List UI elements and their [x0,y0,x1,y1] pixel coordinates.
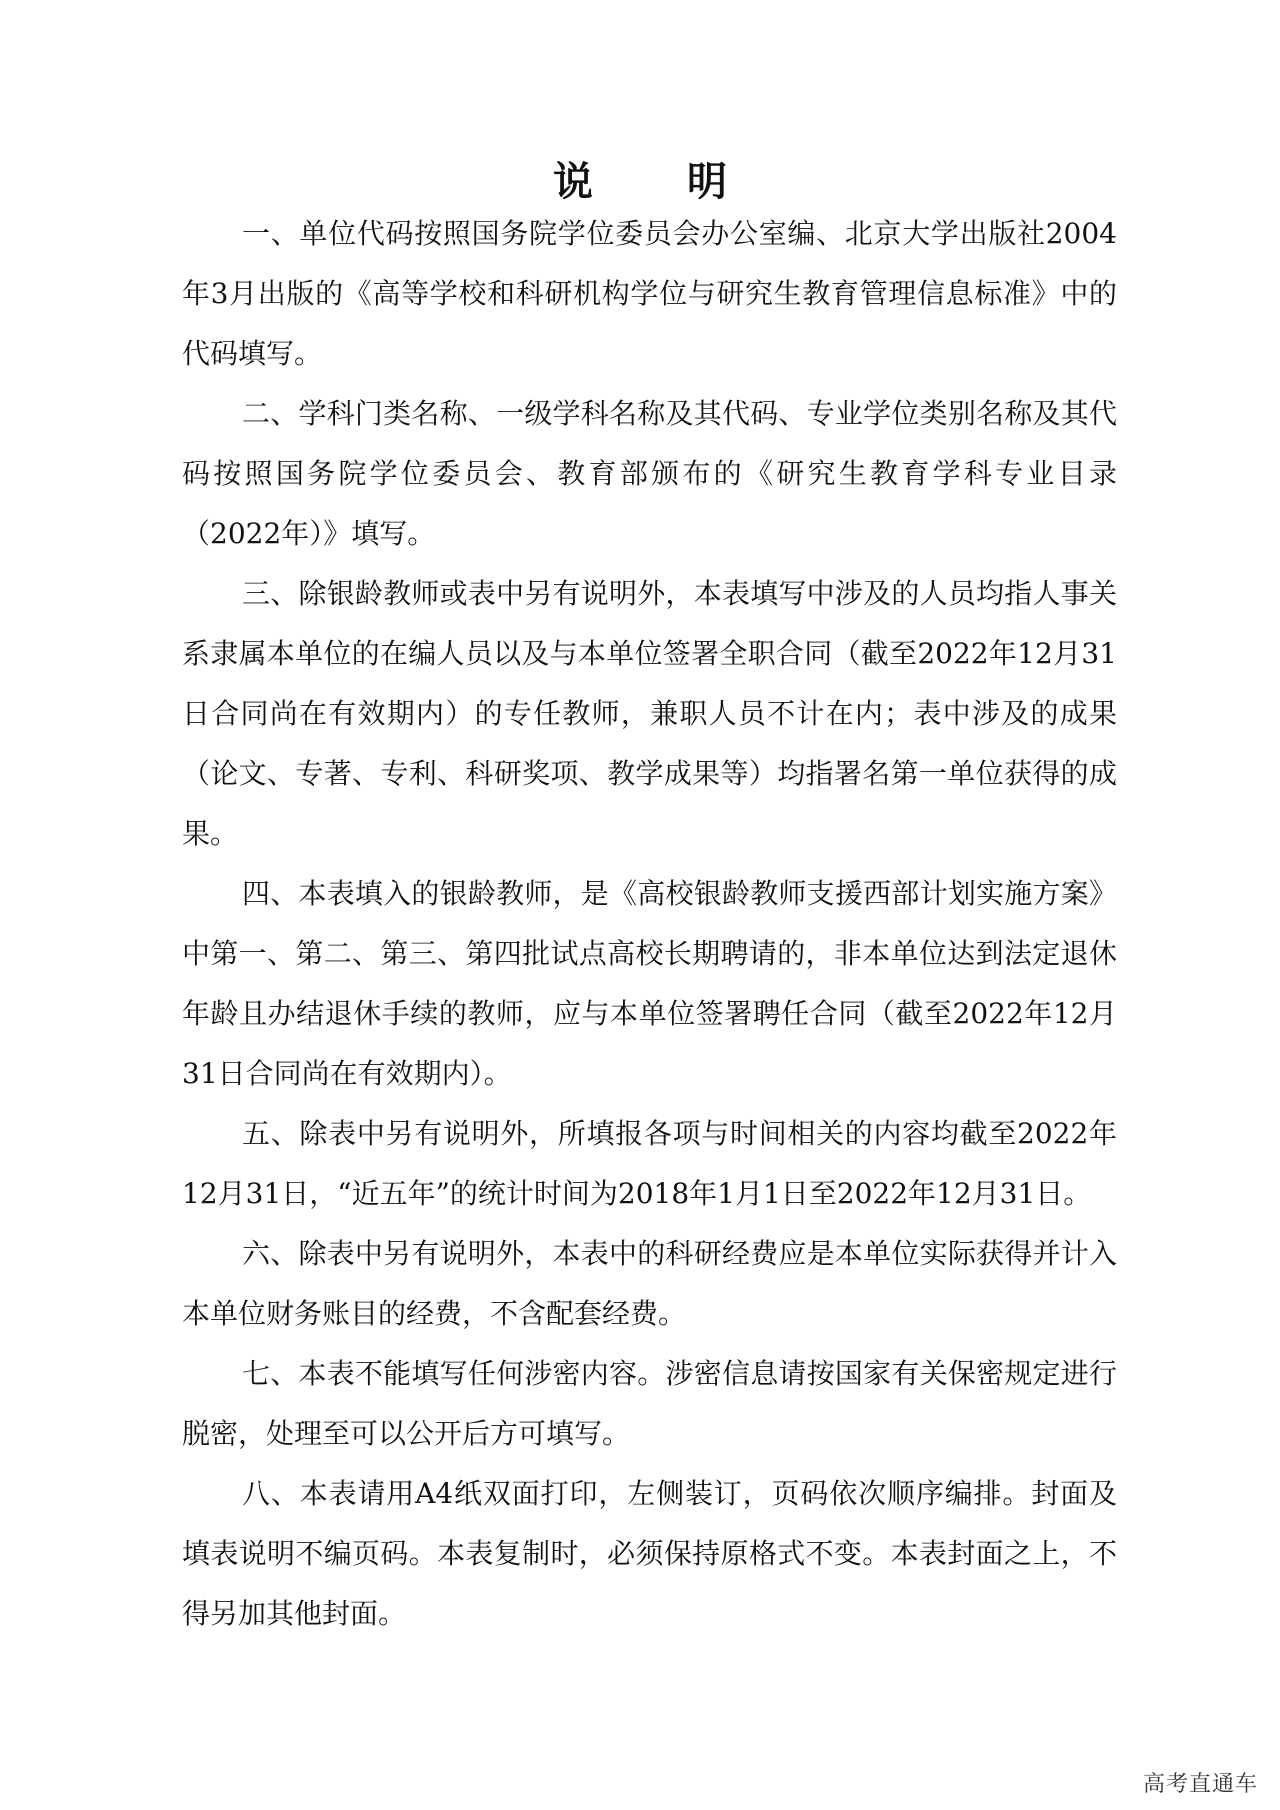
instruction-paragraph-6: 六、除表中另有说明外，本表中的科研经费应是本单位实际获得并计入本单位财务账目的经费，不含配套经费。 [182,1237,1117,1330]
instruction-paragraph-7: 七、本表不能填写任何涉密内容。涉密信息请按国家有关保密规定进行脱密，处理至可以公开后方可填写。 [182,1357,1117,1450]
instruction-paragraph-4: 四、本表填入的银龄教师，是《高校银龄教师支援西部计划实施方案》中第一、第二、第三、第四批试点高校长期聘请的，非本单位达到法定退休年龄且办结退休手续的教师，应与本单位签署聘任合同（截至2022年12月31日合同尚在有效期内）。 [182,877,1117,1090]
instruction-paragraph-2: 二、学科门类名称、一级学科名称及其代码、专业学位类别名称及其代码按照国务院学位委员会、教育部颁布的《研究生教育学科专业目录（2022年）》填写。 [182,397,1117,550]
instruction-paragraph-3: 三、除银龄教师或表中另有说明外，本表填写中涉及的人员均指人事关系隶属本单位的在编人员以及与本单位签署全职合同（截至2022年12月31日合同尚在有效期内）的专任教师，兼职人员不计在内；表中涉及的成果（论文、专著、专利、科研奖项、教学成果等）均指署名第一单位获得的成果。 [182,577,1117,850]
instructions-body [182,204,1117,1644]
instruction-paragraph-1: 一、单位代码按照国务院学位委员会办公室编、北京大学出版社2004年3月出版的《高等学校和科研机构学位与研究生教育管理信息标准》中的代码填写。 [182,217,1117,370]
instruction-paragraph-5: 五、除表中另有说明外，所填报各项与时间相关的内容均截至2022年12月31日，“近五年”的统计时间为2018年1月1日至2022年12月31日。 [182,1117,1117,1210]
page-title: 说 明 [553,159,767,205]
instruction-paragraph-8: 八、本表请用A4纸双面打印，左侧装订，页码依次顺序编排。封面及填表说明不编页码。本表复制时，必须保持原格式不变。本表封面之上，不得另加其他封面。 [182,1477,1117,1630]
watermark: 高考直通车 [1142,1772,1258,1797]
